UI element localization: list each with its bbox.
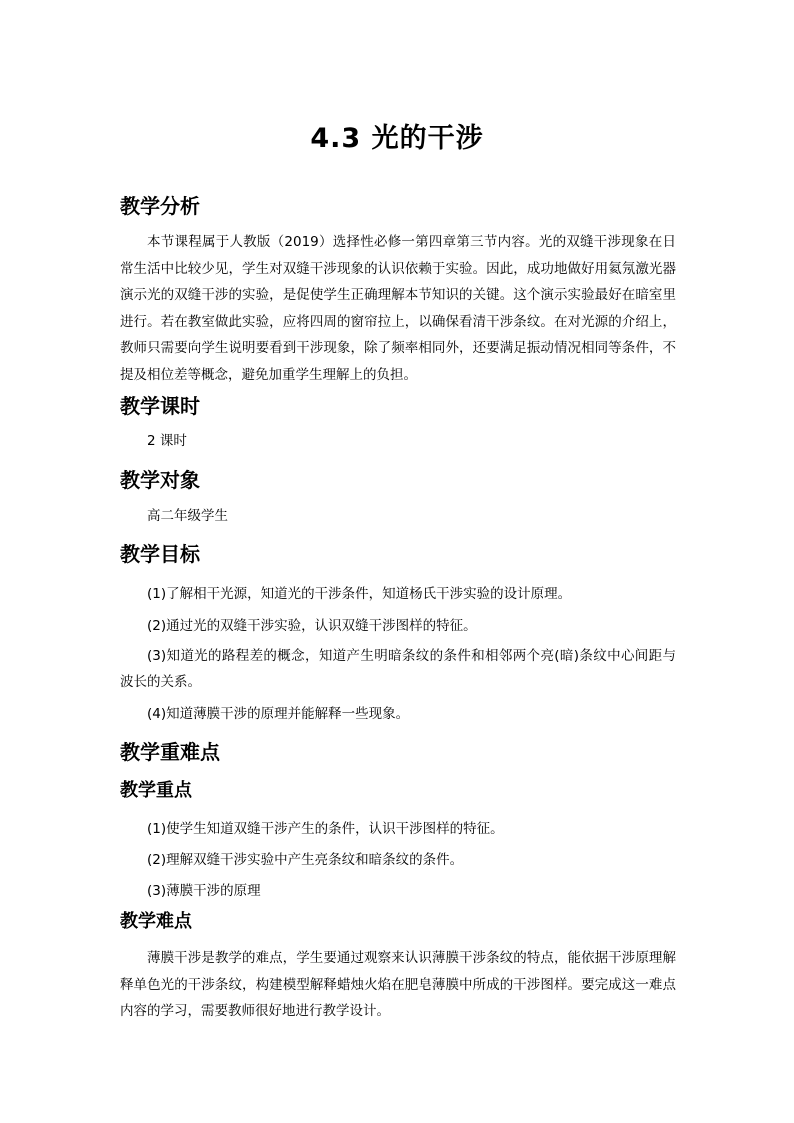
hours-text: 2 课时: [147, 433, 187, 449]
analysis-paragraph: 本节课程属于人教版（2019）选择性必修一第四章第三节内容。光的双缝干涉现象在日常生活中比较少见，学生对双缝干涉现象的认识依赖于实验。因此，成功地做好用氦氖激光器演示光的双缝干涉的实验，是促使学生正确理解本节知识的关键。这个演示实验最好在暗室里进行。若在教室做此实验，应将四周的窗帘拉上，以确保看清干涉条纹。在对光源的介绍上，教师只需要向学生说明要看到干涉现象，除了频率相同外，还要满足振动情况相同等条件，不提及相位差等概念，避免加重学生理解上的负担。: [120, 234, 676, 383]
goal-item: (3)知道光的路程差的概念，知道产生明暗条纹的条件和相邻两个亮(暗)条纹中心间距与波长的关系。: [120, 648, 676, 690]
goal-item: (4)知道薄膜干涉的原理并能解释一些现象。: [147, 706, 410, 722]
goal-item: (2)通过光的双缝干涉实验，认识双缝干涉图样的特征。: [147, 618, 477, 634]
section-heading-goals: 教学目标: [120, 542, 200, 566]
key-point-item: (3)薄膜干涉的原理: [147, 883, 261, 899]
audience-text: 高二年级学生: [147, 508, 228, 524]
key-point-item: (1)使学生知道双缝干涉产生的条件，认识干涉图样的特征。: [147, 821, 504, 837]
subsection-heading-key-points: 教学重点: [120, 780, 192, 801]
section-heading-analysis: 教学分析: [120, 194, 200, 218]
difficulties-paragraph: 薄膜干涉是教学的难点，学生要通过观察来认识薄膜干涉条纹的特点，能依据干涉原理解释单色光的干涉条纹，构建模型解释蜡烛火焰在肥皂薄膜中所成的干涉图样。要完成这一难点内容的学习，需要教师很好地进行教学设计。: [120, 950, 676, 1019]
subsection-heading-difficulties: 教学难点: [120, 911, 192, 932]
section-heading-key-difficult: 教学重难点: [120, 740, 220, 764]
document-title: 4.3 光的干涉: [310, 123, 484, 154]
section-heading-hours: 教学课时: [120, 394, 200, 418]
section-heading-audience: 教学对象: [120, 468, 200, 492]
key-point-item: (2)理解双缝干涉实验中产生亮条纹和暗条纹的条件。: [147, 852, 464, 868]
goal-item: (1)了解相干光源，知道光的干涉条件，知道杨氏干涉实验的设计原理。: [147, 586, 572, 602]
